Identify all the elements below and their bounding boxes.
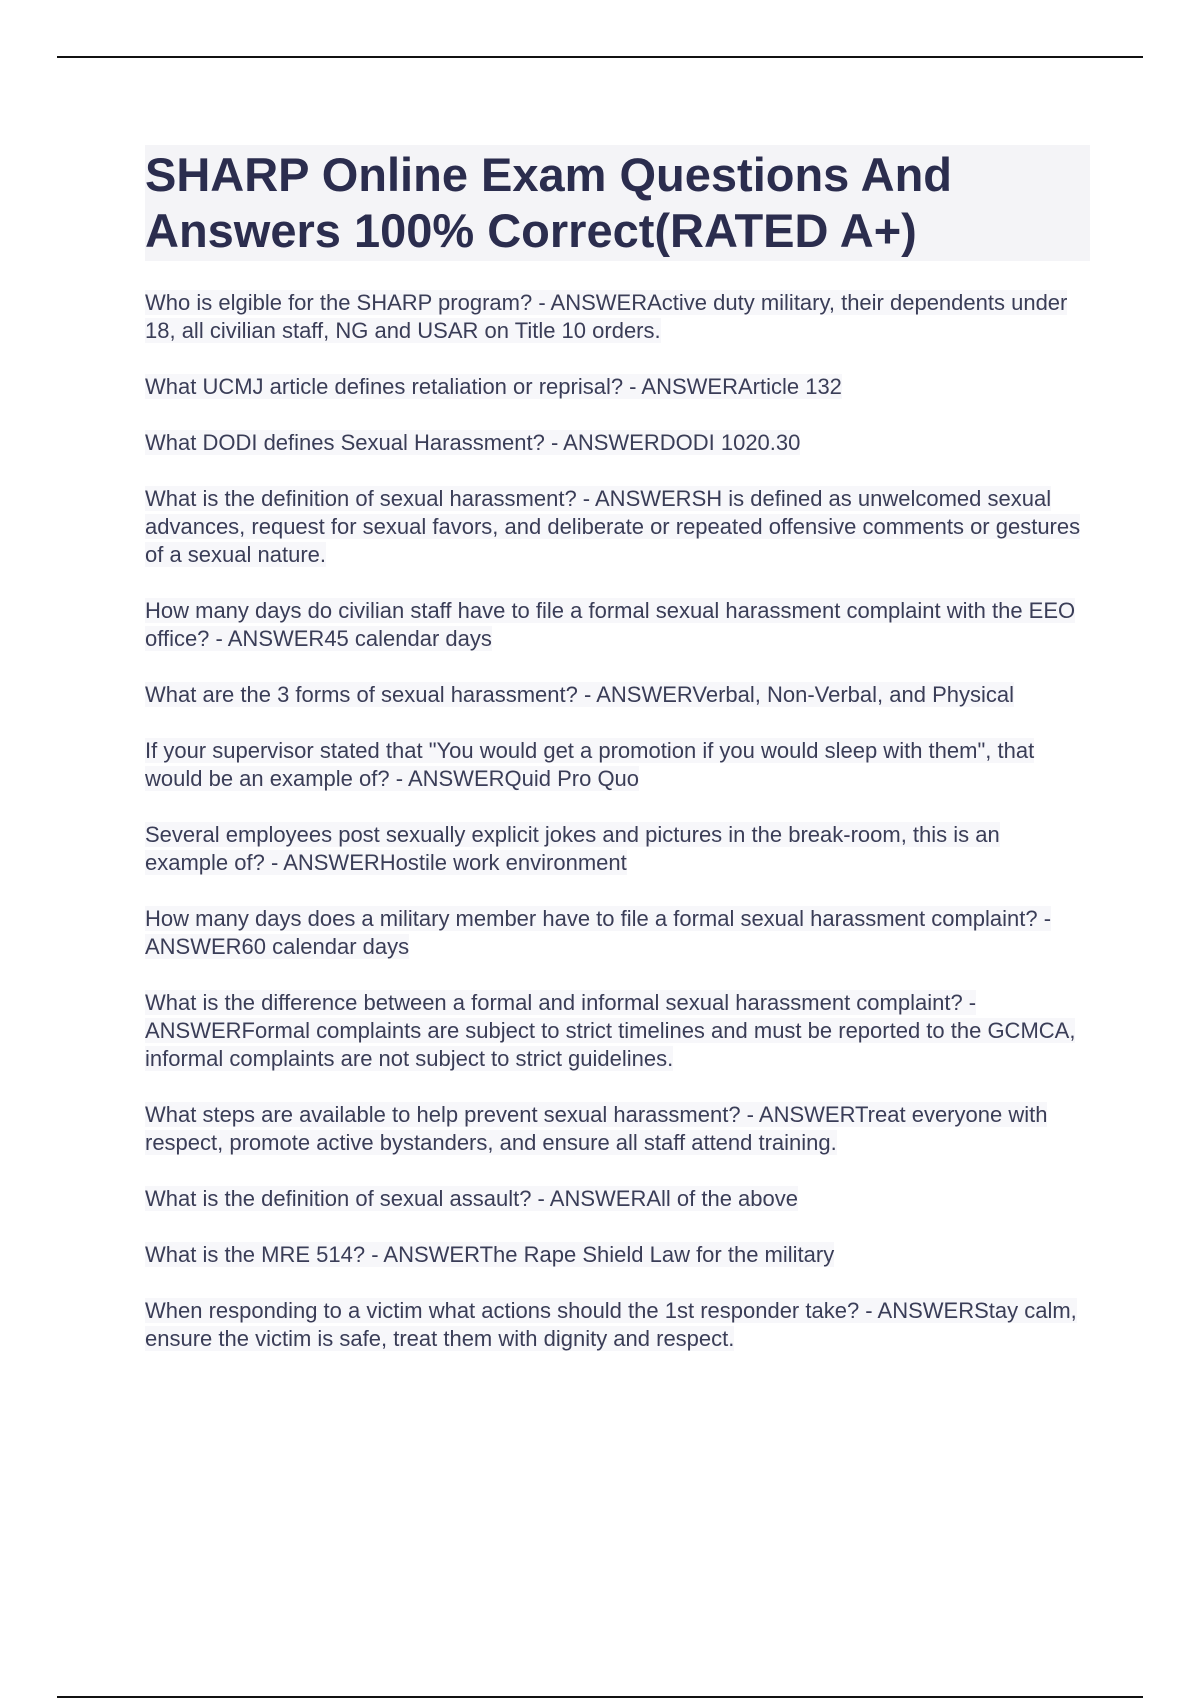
qa-text: What UCMJ article defines retaliation or reprisal? - ANSWERArticle 132 — [145, 374, 842, 399]
title-block — [145, 145, 1090, 261]
qa-text: What DODI defines Sexual Harassment? - ANSWERDODI 1020.30 — [145, 430, 801, 455]
qa-text: How many days do civilian staff have to file a formal sexual harassment complaint with the EEO office? - ANSWER45 calendar days — [145, 598, 1076, 651]
qa-item — [145, 429, 1090, 457]
qa-text: Who is elgible for the SHARP program? - ANSWERActive duty military, their dependents under 18, all civilian staff, NG and USAR on Title 10 orders. — [145, 290, 1068, 343]
qa-item — [145, 681, 1090, 709]
qa-text: If your supervisor stated that "You would get a promotion if you would sleep with them", that would be an example of? - ANSWERQuid Pro Quo — [145, 738, 1035, 791]
qa-text: When responding to a victim what actions should the 1st responder take? - ANSWERStay calm, ensure the victim is safe, treat them with dignity and respect. — [145, 1298, 1077, 1351]
qa-text: What is the difference between a formal and informal sexual harassment complaint? - ANSWERFormal complaints are subject to strict timelines and must be reported to the GCMCA, informal complaints are not subject to strict guidelines. — [145, 990, 1076, 1071]
qa-item — [145, 905, 1090, 961]
qa-item — [145, 737, 1090, 793]
qa-text: What is the definition of sexual assault? - ANSWERAll of the above — [145, 1186, 798, 1211]
qa-text: How many days does a military member have to file a formal sexual harassment complaint? - ANSWER60 calendar days — [145, 906, 1052, 959]
qa-item — [145, 373, 1090, 401]
document-body — [145, 145, 1090, 1381]
qa-item — [145, 1185, 1090, 1213]
qa-item — [145, 1241, 1090, 1269]
qa-item — [145, 821, 1090, 877]
qa-item — [145, 597, 1090, 653]
qa-item — [145, 485, 1090, 569]
qa-item — [145, 289, 1090, 345]
page-title: SHARP Online Exam Questions And Answers 100% Correct(RATED A+) — [145, 148, 952, 257]
qa-text: What is the definition of sexual harassment? - ANSWERSH is defined as unwelcomed sexual advances, request for sexual favors, and deliberate or repeated offensive comments or gestures of a sexual nature. — [145, 486, 1081, 567]
qa-text: Several employees post sexually explicit jokes and pictures in the break-room, this is an example of? - ANSWERHostile work environment — [145, 822, 1000, 875]
qa-text: What are the 3 forms of sexual harassment? - ANSWERVerbal, Non-Verbal, and Physical — [145, 682, 1014, 707]
qa-text: What is the MRE 514? - ANSWERThe Rape Shield Law for the military — [145, 1242, 835, 1267]
qa-item — [145, 1297, 1090, 1353]
bottom-divider — [57, 1696, 1143, 1698]
qa-list — [145, 289, 1090, 1353]
qa-item — [145, 1101, 1090, 1157]
qa-text: What steps are available to help prevent sexual harassment? - ANSWERTreat everyone with respect, promote active bystanders, and ensure all staff attend training. — [145, 1102, 1048, 1155]
qa-item — [145, 989, 1090, 1073]
top-divider — [57, 56, 1143, 58]
